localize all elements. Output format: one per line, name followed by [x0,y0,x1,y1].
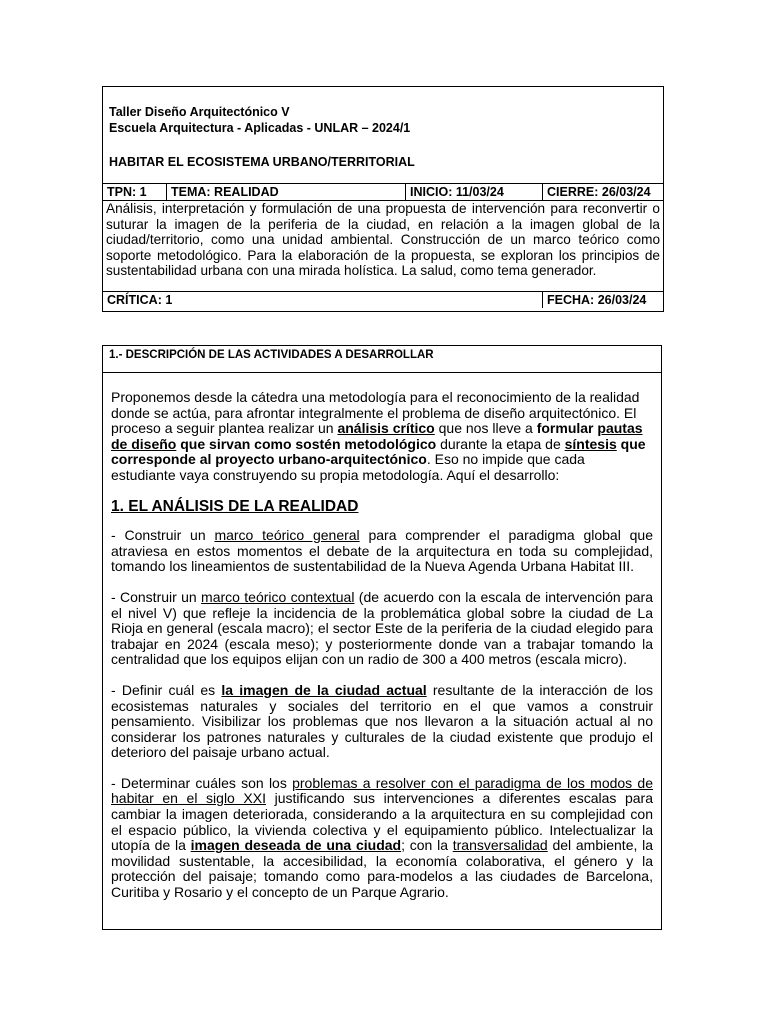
cierre-cell: CIERRE: 26/03/24 [542,184,663,200]
text-run: durante la etapa de [436,435,565,452]
emphasis-text: formular [536,420,594,437]
text-run: - Construir un [111,588,202,605]
text-run: (de acuerdo con la escala de intervención para el nivel V) que refleje la incidencia de la problemática global sobre la ciudad de La Rioja en general (escala macro); el sector Este de la periferia de la ciudad elegido para trabajar en 2024 (escala meso); y posteriormente donde van a trabajar tomando la centralidad que los equipos elijan con un radio de 300 a 400 metros (escala micro). [111,588,653,668]
inicio-cell: INICIO: 11/03/24 [405,184,542,200]
emphasis-text: imagen deseada de una ciudad [190,837,402,854]
text-run: que nos lleve a [434,420,537,437]
text-run: resultante de la interacción de los ecosistemas naturales y sociales del territorio en el que vamos a construir pensamiento. Visibilizar los problemas que nos llevaron a la situación actual al no considerar los patrones naturales y culturales de la ciudad existente que produjo el deterioro del paisaje urbano actual. [111,681,653,761]
fecha-cell: FECHA: 26/03/24 [542,292,663,308]
paragraph-marco-general [111,528,653,575]
intro-paragraph [111,390,653,484]
emphasis-text: que corresponde al proyecto urbano-arquitectónico [111,435,646,468]
paragraph-marco-contextual [111,590,653,668]
section-title: 1. EL ANÁLISIS DE LA REALIDAD [111,497,359,515]
description: Análisis, interpretación y formulación de una propuesta de intervención para reconvertir o suturar la imagen de la periferia de la ciudad, en relación a la imagen global de la ciudad/territorio, como una unidad ambiental. Construcción de un marco teórico como soporte metodológico. Para la elaboración de la propuesta, se exploran los principios de sustentabilidad urbana con una mirada holística. La salud, como tema generador. [103,201,663,292]
emphasis-text: síntesis [564,435,617,452]
critica-row [103,292,663,308]
text-run: para comprender el paradigma global que atraviesa en estos momentos el debate de la arquitectura en toda su complejidad, tomando los lineamientos de sustentabilidad de la Nueva Agenda Urbana Habitat III. [111,527,653,575]
emphasis-text: la imagen de la ciudad actual [221,681,427,698]
emphasis-text: análisis crítico [337,420,435,437]
activities-heading: 1.- DESCRIPCIÓN DE LAS ACTIVIDADES A DESARROLLAR [103,346,661,373]
info-row [103,184,663,201]
emphasis-text: pautas de diseño [111,420,643,452]
underlined-text: transversalidad [452,837,548,854]
text-run: Proponemos desde la cátedra una metodología para el reconocimiento de la realidad donde se actúa, para afrontar integralmente el problema de diseño arquitectónico. El proceso a seguir plantea realizar un [111,389,640,437]
header-table [102,86,664,312]
header-titles [103,87,663,184]
text-run: ; con la [401,837,453,854]
underlined-text: marco teórico general [214,527,360,544]
paragraph-imagen-actual [111,683,653,761]
text-run: - Definir cuál es [111,681,222,698]
text-run: del ambiente, la movilidad sustentable, la accesibilidad, la economía colaborativa, el género y la protección del paisaje; tomando como para-modelos a las ciudades de Barcelona, Curitiba y Rosario y el concepto de un Parque Agrario. [111,837,654,901]
underlined-text: problemas a resolver con el paradigma de los modos de habitar en el siglo XXI [111,774,653,807]
activities-body [103,373,661,901]
text-run: - Construir un [111,527,215,544]
text-run: - Determinar cuáles son los [111,774,293,791]
critica-cell: CRÍTICA: 1 [107,293,173,307]
activities-box [102,345,662,930]
tpn-cell: TPN: 1 [107,185,147,199]
text-run: justificando sus intervenciones a diferentes escalas para cambiar la imagen deteriorada, considerando a la arquitectura en su complejidad con el espacio público, la vivienda colectiva y el equipamiento público. Intelectualizar la utopía de la [111,790,653,854]
text-run: . Eso no impide que cada estudiante vaya construyendo su propia metodología. Aquí el desarrollo: [111,451,585,483]
emphasis-text: que sirvan como sostén metodológico [176,435,437,452]
subject-title: HABITAR EL ECOSISTEMA URBANO/TERRITORIAL [109,155,415,169]
underlined-text: marco teórico contextual [201,588,355,605]
paragraph-problemas [111,776,653,901]
course-title: Taller Diseño Arquitectónico V [109,105,290,119]
school-name: Escuela Arquitectura - Aplicadas - UNLAR – 2024/1 [109,121,411,135]
tema-cell: TEMA: REALIDAD [166,184,405,200]
